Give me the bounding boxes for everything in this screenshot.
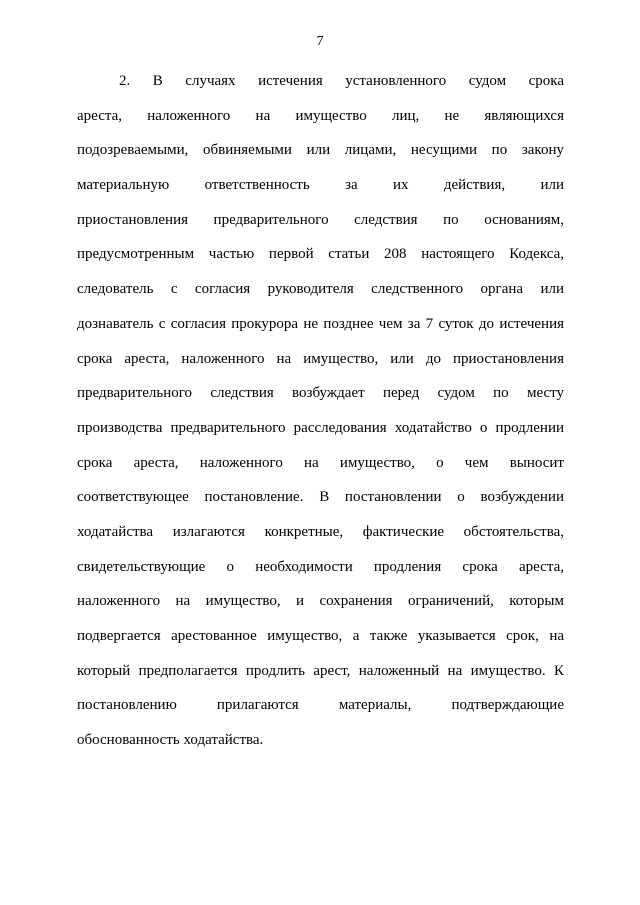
paragraph-line: предусмотренным частью первой статьи 208 настоящего Кодекса, <box>77 246 564 263</box>
paragraph-line: предварительного следствия возбуждает перед судом по месту <box>77 385 564 402</box>
paragraph-line: соответствующее постановление. В постановлении о возбуждении <box>77 489 564 506</box>
paragraph-line: срока ареста, наложенного на имущество, о чем выносит <box>77 454 564 471</box>
paragraph-line: следователь с согласия руководителя следственного органа или <box>77 281 564 298</box>
paragraph-line: ходатайства излагаются конкретные, фактические обстоятельства, <box>77 523 564 540</box>
paragraph-line: 2. В случаях истечения установленного судом срока <box>119 73 564 89</box>
page-number: 7 <box>316 34 324 49</box>
paragraph-line: дознаватель с согласия прокурора не позднее чем за 7 суток до истечения <box>77 315 564 332</box>
paragraph-line: приостановления предварительного следствия по основаниям, <box>77 211 564 228</box>
paragraph-line: свидетельствующие о необходимости продления срока ареста, <box>77 558 564 575</box>
paragraph-line: который предполагается продлить арест, наложенный на имущество. К <box>77 662 564 679</box>
paragraph <box>77 64 564 758</box>
paragraph-line: производства предварительного расследования ходатайство о продлении <box>77 419 564 436</box>
paragraph-line: постановлению прилагаются материалы, подтверждающие <box>77 697 564 714</box>
paragraph-line: ареста, наложенного на имущество лиц, не являющихся <box>77 107 564 124</box>
paragraph-line: наложенного на имущество, и сохранения ограничений, которым <box>77 593 564 610</box>
paragraph-line: материальную ответственность за их действия, или <box>77 177 564 194</box>
paragraph-line: обоснованность ходатайства. <box>77 732 264 749</box>
paragraph-line: подвергается арестованное имущество, а также указывается срок, на <box>77 628 564 644</box>
paragraph-line: подозреваемыми, обвиняемыми или лицами, несущими по закону <box>77 142 564 159</box>
paragraph-line: срока ареста, наложенного на имущество, или до приостановления <box>77 350 564 367</box>
